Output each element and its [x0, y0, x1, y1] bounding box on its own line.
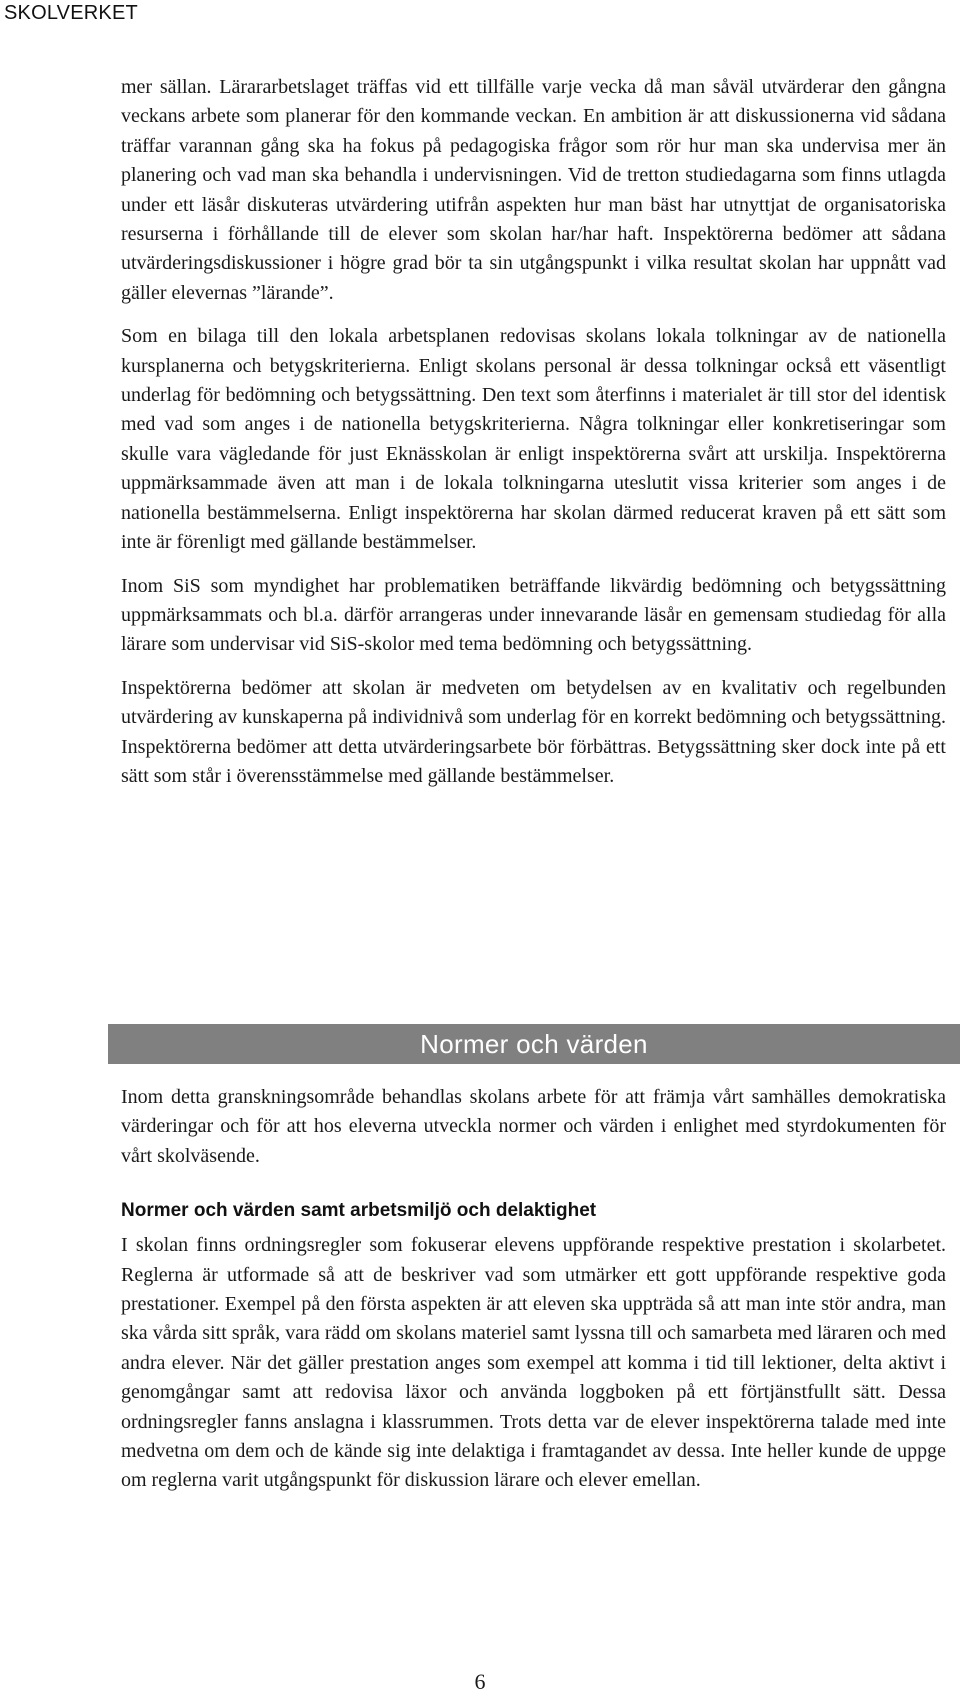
paragraph-inspector-judgement: Inspektörerna bedömer att skolan är medveten om betydelsen av en kvalitativ och regelbunden utvärdering av kunskaperna på individnivå som underlag för en korrekt bedömning och betygssättning. Inspektörerna bedömer att detta utvärderingsarbete bör förbättras. Betygssättning sker dock inte på ett sätt som står i överensstämmelse med gällande bestämmelser. [121, 676, 946, 787]
page-header-title: SKOLVERKET [4, 2, 138, 24]
paragraph-sis-assessment: Inom SiS som myndighet har problematiken beträffande likvärdig bedömning och betygssättning uppmärksammats och bl.a. därför arrangeras under innevarande läsår en gemensam studiedag för alla lärare som undervisar vid SiS-skolor med tema bedömning och betygssättning. [121, 574, 946, 656]
section-banner [108, 1024, 960, 1064]
paragraph-local-interpretations: Som en bilaga till den lokala arbetsplanen redovisas skolans lokala tolkningar av de nationella kursplanerna och betygskriterierna. Enligt skolans personal är dessa tolkningar också ett väsentligt underlag för bedömning och betygssättning. Den text som återfinns i materialet är till stor del identisk med vad som anges i de nationella betygskriterierna. Några tolkningar eller konkretiseringar som skulle vara vägledande för just Eknässkolan är enligt inspektörerna svårt att urskilja. Inspektörerna uppmärksammade även att man i de lokala tolkningarna uteslutit vissa kriterier som anges i de nationella bestämmelserna. Enligt inspektörerna har skolan därmed reducerat kraven på ett sätt som inte är förenligt med gällande bestämmelser. [121, 325, 946, 554]
page-number: 6 [474, 1669, 486, 1694]
section-title: Normer och värden [420, 1028, 648, 1059]
body-text [121, 73, 946, 805]
subsection-heading: Normer och värden samt arbetsmiljö och delaktighet [121, 1200, 597, 1222]
subsection-paragraph: I skolan finns ordningsregler som fokuserar elevens uppförande respektive prestation i skolarbetet. Reglerna är utformade så att de beskriver vad som utmärker ett gott uppförande respektive goda prestationer. Exempel på den första aspekten är att eleven ska uppträda så att man inte stör andra, man ska vårda sitt språk, vara rädd om skolans materiel samt lyssna till och samarbeta med läraren och med andra elever. När det gäller prestation anges som exempel att komma i tid till lektioner, delta aktivt i genomgångar samt att redovisa läxor och använda loggboken på ett förtjänstfullt sätt. Dessa ordningsregler fanns anslagna i klassrummen. Trots detta var de elever inspektörerna talade med inte medvetna om dem och de kände sig inte delaktiga i framtagandet av dessa. Inte heller kunde de uppge om reglerna varit utgångspunkt för diskussion lärare och elever emellan. [121, 1234, 946, 1492]
paragraph-evaluation: mer sällan. Lärararbetslaget träffas vid ett tillfälle varje vecka då man såväl utvärderar den gångna veckans arbete som planerar för den kommande veckan. En ambition är att diskussionerna vid sådana träffar varannan gång ska ha fokus på pedagogiska frågor som rör hur man ska undervisa mer än planering och vad man ska behandla i undervisningen. Vid de tretton studiedagarna som finns utlagda under ett läsår diskuteras utvärdering utifrån aspekten hur man bäst har utnyttjat de organisatoriska resurserna i förhållande till de elever som skolan har/har haft. Inspektörerna bedömer att sådana utvärderingsdiskussioner i högre grad bör ta sin utgångspunkt i vilka resultat skolan har uppnått vad gäller elevernas ”lärande”. [121, 76, 946, 304]
section-body [121, 1083, 946, 1510]
section-intro: Inom detta granskningsområde behandlas skolans arbete för att främja vårt samhälles demokratiska värderingar och för att hos eleverna utveckla normer och värden i enlighet med styrdokumenten för vårt skolväsende. [121, 1086, 946, 1167]
